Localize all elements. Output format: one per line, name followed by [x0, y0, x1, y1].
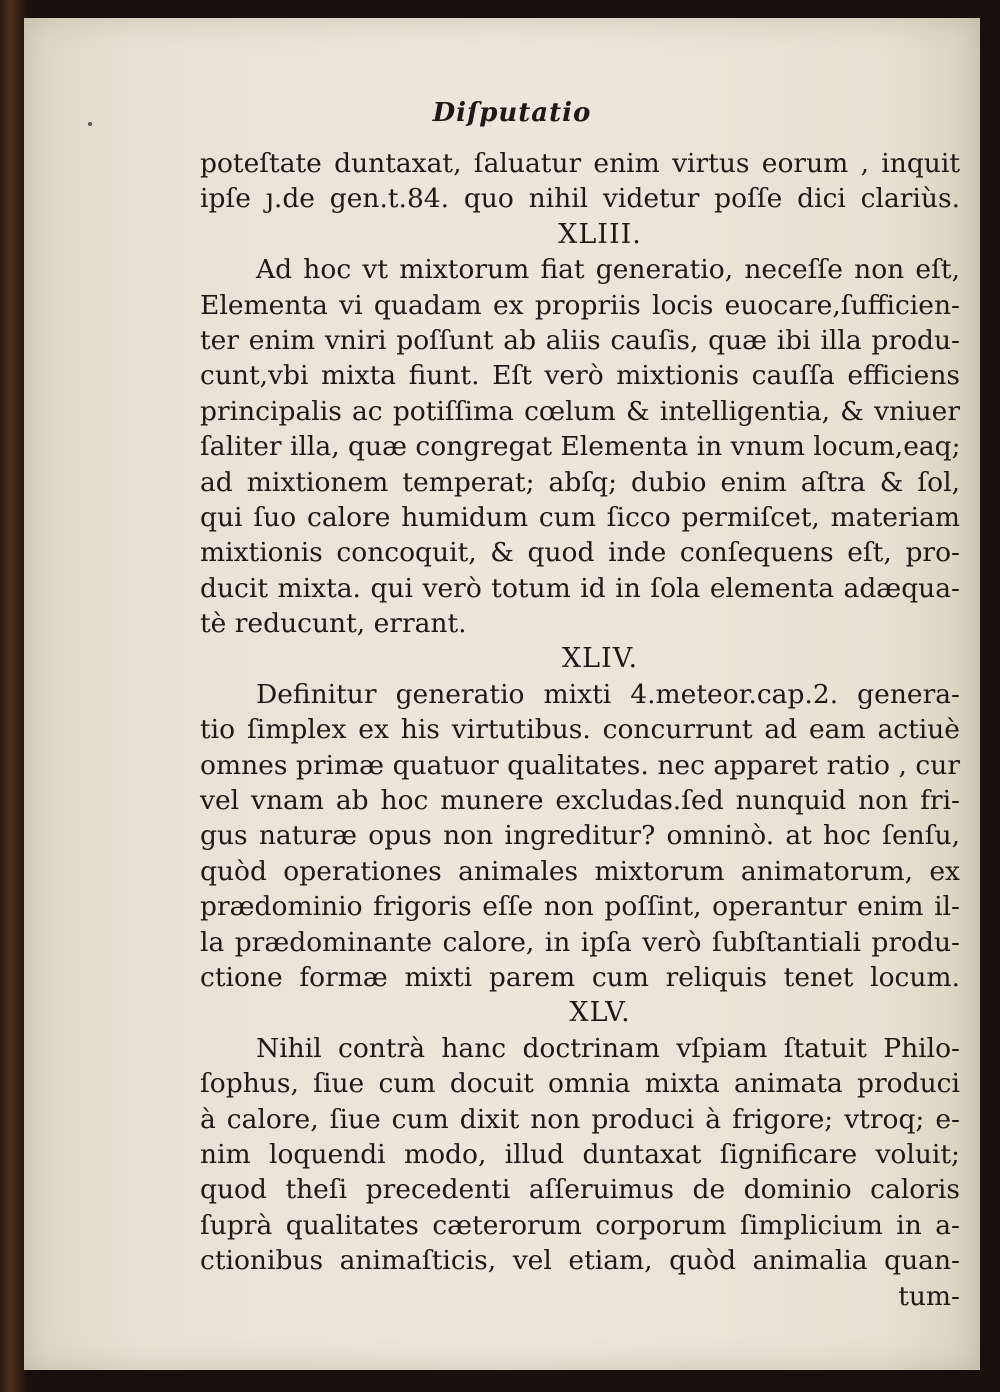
text-line: prædominio frigoris eſſe non poſſint, operantur enim il-	[200, 891, 960, 923]
text-line: mixtionis concoquit, & quod inde conſequens eſt, pro-	[200, 537, 960, 569]
text-line: nim loquendi modo, illud duntaxat ſignificare voluit;	[200, 1138, 960, 1170]
text-line: poteſtate duntaxat, ſaluatur enim virtus eorum , inquit	[200, 148, 960, 179]
book-page	[24, 18, 980, 1370]
text-line: vel vnam ab hoc munere excludas.ſed nunquid non fri-	[200, 785, 960, 817]
catchword: tum-	[898, 1280, 960, 1312]
text-line: Definitur generatio mixti 4.meteor.cap.2. genera-	[256, 678, 960, 710]
text-line: ctione formæ mixti parem cum reliquis tenet locum.	[200, 961, 960, 993]
text-line: ipſe ȷ.de gen.t.84. quo nihil videtur poſſe dici clariùs.	[200, 183, 960, 215]
text-line: gus naturæ opus non ingreditur? omninò. at hoc ſenſu,	[200, 820, 960, 852]
text-line: quod theſi precedenti aſſeruimus de dominio caloris	[200, 1174, 960, 1206]
text-line: Ad hoc vt mixtorum fiat generatio, neceſſe non eſt,	[256, 254, 960, 286]
text-line: ſophus, ſiue cum docuit omnia mixta animata produci	[200, 1068, 960, 1100]
text-line: quòd operationes animales mixtorum animatorum, ex	[200, 855, 960, 887]
text-line: Elementa vi quadam ex propriis locis euocare,ſufficien-	[200, 289, 960, 321]
text-line: ter enim vniri poſſunt ab aliis cauſis, quæ ibi illa produ-	[200, 324, 960, 356]
text-line: principalis ac potiſſima cœlum & intelligentia, & vniuer	[200, 395, 960, 427]
text-line: tio ſimplex ex his virtutibus. concurrunt ad eam actiuè	[200, 714, 960, 746]
text-line: ad mixtionem temperat; abſq; dubio enim aſtra & ſol,	[200, 466, 960, 498]
text-line: cunt,vbi mixta fiunt. Eſt verò mixtionis cauſſa efficiens	[200, 360, 960, 392]
text-line: qui ſuo calore humidum cum ſicco permiſcet, materiam	[200, 501, 960, 533]
text-line: omnes primæ quatuor qualitates. nec apparet ratio , cur	[200, 749, 960, 781]
section-heading: XLV.	[569, 997, 631, 1029]
section-heading: XLIV.	[561, 643, 639, 675]
text-line: tè reducunt, errant.	[200, 608, 467, 640]
text-line: ducit mixta. qui verò totum id in ſola elementa adæqua-	[200, 572, 960, 604]
text-line: ctionibus animaſticis, vel etiam, quòd animalia quan-	[200, 1245, 960, 1277]
text-line: à calore, ſiue cum dixit non produci à frigore; vtroq; e-	[200, 1103, 960, 1135]
section-heading: XLIII.	[558, 218, 642, 250]
text-line: Nihil contrà hanc doctrinam vſpiam ſtatuit Philo-	[256, 1032, 960, 1064]
text-line: ſuprà qualitates cæterorum corporum ſimplicium in a-	[200, 1209, 960, 1241]
text-line: ſaliter illa, quæ congregat Elementa in vnum locum,eaq;	[200, 431, 961, 463]
page-header: Diſputatio	[432, 98, 592, 128]
body-text	[200, 146, 960, 1314]
text-line: la prædominante calore, in ipſa verò ſubſtantiali produ-	[200, 926, 960, 958]
